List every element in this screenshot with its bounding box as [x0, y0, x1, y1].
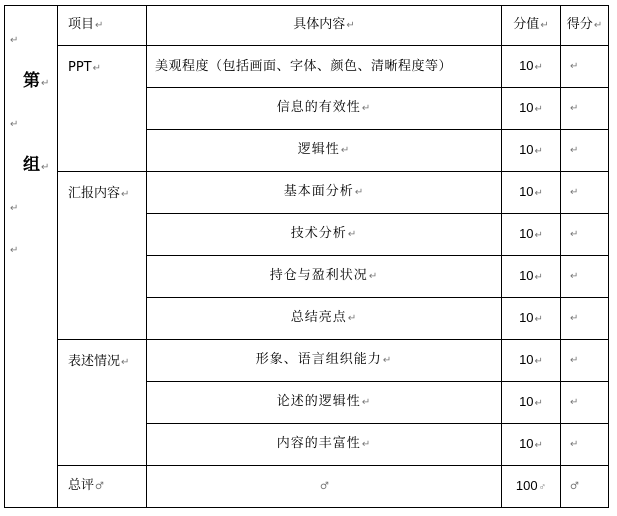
score-cell: 10↵ [502, 214, 561, 256]
header-score: 分值↵ [502, 6, 561, 46]
total-obtained[interactable]: ♂ [561, 466, 609, 508]
obtained-cell[interactable]: ↵ [561, 130, 609, 172]
content-cell: 信息的有效性↵ [147, 88, 502, 130]
paragraph-mark: ↵ [10, 203, 19, 214]
item-cell-expression: 表述情况↵ [58, 340, 147, 466]
score-cell: 10↵ [502, 46, 561, 88]
content-cell: 持仓与盈利状况↵ [147, 256, 502, 298]
score-cell: 10↵ [502, 88, 561, 130]
item-cell-report: 汇报内容↵ [58, 172, 147, 340]
content-cell: 技术分析↵ [147, 214, 502, 256]
group-char-2: 组 [23, 155, 40, 175]
obtained-cell[interactable]: ↵ [561, 382, 609, 424]
header-obtained: 得分↵ [561, 6, 609, 46]
total-item: 总评♂ [58, 466, 147, 508]
total-row [5, 466, 609, 508]
content-cell: 基本面分析↵ [147, 172, 502, 214]
content-cell: 论述的逻辑性↵ [147, 382, 502, 424]
table-row [5, 172, 609, 214]
content-cell: 形象、语言组织能力↵ [147, 340, 502, 382]
item-cell-ppt: PPT↵ [58, 46, 147, 172]
score-cell: 10↵ [502, 256, 561, 298]
score-cell: 10↵ [502, 298, 561, 340]
content-cell: 内容的丰富性↵ [147, 424, 502, 466]
content-cell: 逻辑性↵ [147, 130, 502, 172]
header-content: 具体内容↵ [147, 6, 502, 46]
score-cell: 10↵ [502, 340, 561, 382]
paragraph-mark: ↵ [10, 245, 19, 256]
total-content[interactable]: ♂ [147, 466, 502, 508]
obtained-cell[interactable]: ↵ [561, 172, 609, 214]
paragraph-mark: ↵ [10, 35, 19, 46]
content-cell: 美观程度（包括画面、字体、颜色、清晰程度等） [147, 46, 502, 88]
obtained-cell[interactable]: ↵ [561, 214, 609, 256]
obtained-cell[interactable]: ↵ [561, 298, 609, 340]
score-cell: 10↵ [502, 424, 561, 466]
table-row [5, 340, 609, 382]
header-item: 项目↵ [58, 6, 147, 46]
table-header-row [5, 6, 609, 46]
score-cell: 10↵ [502, 130, 561, 172]
score-cell: 10↵ [502, 172, 561, 214]
score-cell: 10↵ [502, 382, 561, 424]
obtained-cell[interactable]: ↵ [561, 256, 609, 298]
obtained-cell[interactable]: ↵ [561, 88, 609, 130]
group-char-1: 第 [23, 71, 40, 91]
obtained-cell[interactable]: ↵ [561, 340, 609, 382]
obtained-cell[interactable]: ↵ [561, 424, 609, 466]
table-row [5, 46, 609, 88]
scoring-table [4, 5, 609, 508]
obtained-cell[interactable]: ↵ [561, 46, 609, 88]
content-cell: 总结亮点↵ [147, 298, 502, 340]
total-score: 100♂ [502, 466, 561, 508]
group-label-cell: ↵ 第↵ ↵ 组↵ ↵ ↵ [5, 6, 58, 508]
paragraph-mark: ↵ [10, 119, 19, 130]
